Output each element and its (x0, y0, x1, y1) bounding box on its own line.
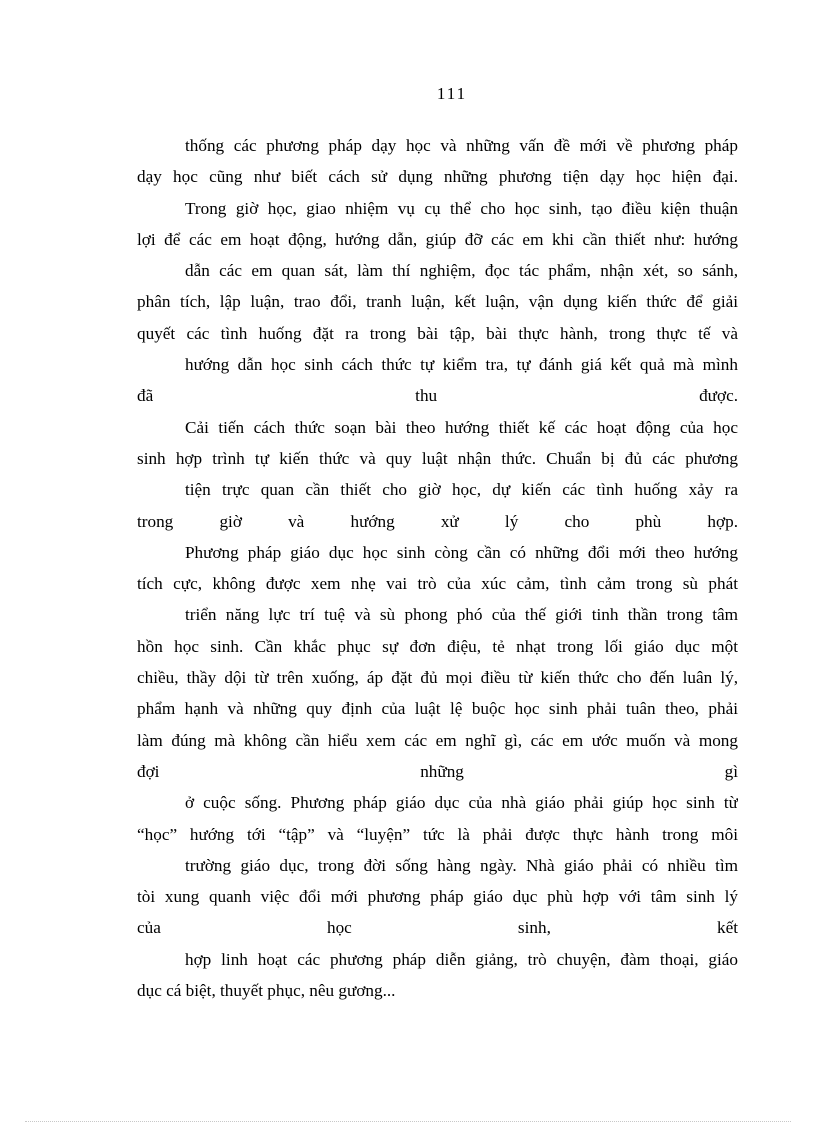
text-line: tòi xung quanh việc đổi mới phương pháp giáo dục phù hợp với tâm sinh lý (137, 887, 738, 907)
text-line: hướng dẫn học sinh cách thức tự kiểm tra, tự đánh giá kết quả mà mình (185, 355, 738, 375)
text-line: Trong giờ học, giao nhiệm vụ cụ thể cho học sinh, tạo điều kiện thuận (185, 198, 738, 218)
text-line: Cải tiến cách thức soạn bài theo hướng thiết kế các hoạt động của học (185, 417, 738, 437)
text-line: trong giờ và hướng xử lý cho phù hợp. (137, 511, 738, 531)
text-line: trường giáo dục, trong đời sống hàng ngày. Nhà giáo phải có nhiều tìm (185, 855, 738, 875)
text-line: lợi để các em hoạt động, hướng dẫn, giúp đỡ các em khi cần thiết như: hướng (137, 229, 738, 249)
text-line: ở cuộc sống. Phương pháp giáo dục của nhà giáo phải giúp học sinh từ (185, 793, 738, 813)
footer-divider (25, 1121, 791, 1122)
text-line: triển năng lực trí tuệ và sù phong phó của thế giới tinh thần trong tâm (185, 605, 738, 625)
text-line: thống các phương pháp dạy học và những vấn đề mới về phương pháp (185, 136, 738, 155)
text-line: đợi những gì (137, 761, 738, 781)
text-line: quyết các tình huống đặt ra trong bài tập, bài thực hành, trong thực tế và (137, 323, 738, 343)
text-line: chiều, thầy dội từ trên xuống, áp đặt đủ mọi điều từ kiến thức cho đến luân lý, (137, 668, 738, 688)
document-body (137, 130, 738, 1006)
text-line: phẩm hạnh và những quy định của luật lệ buộc học sinh phải tuân theo, phải (137, 699, 738, 719)
text-line: phân tích, lập luận, trao đổi, tranh luận, kết luận, vận dụng kiến thức để giải (137, 292, 738, 312)
text-line: hồn học sinh. Cần khắc phục sự đơn điệu, tẻ nhạt trong lối giáo dục một (137, 636, 738, 656)
text-line: đã thu được. (137, 386, 738, 406)
text-line: tích cực, không được xem nhẹ vai trò của xúc cảm, tình cảm trong sù phát (137, 574, 738, 594)
page-number: 111 (436, 84, 468, 103)
text-line: dục cá biệt, thuyết phục, nêu gương... (137, 981, 396, 1001)
text-line: của học sinh, kết (137, 918, 738, 938)
text-line: sinh hợp trình tự kiến thức và quy luật nhận thức. Chuẩn bị đủ các phương (137, 448, 738, 468)
text-line: tiện trực quan cần thiết cho giờ học, dự kiến các tình huống xảy ra (185, 480, 738, 500)
text-line: “học” hướng tới “tập” và “luyện” tức là phải được thực hành trong môi (137, 824, 738, 844)
text-line: dẫn các em quan sát, làm thí nghiệm, đọc tác phẩm, nhận xét, so sánh, (185, 261, 738, 281)
text-line: làm đúng mà không cần hiểu xem các em nghĩ gì, các em ước muốn và mong (137, 730, 738, 750)
text-line: dạy học cũng như biết cách sử dụng những phương tiện dạy học hiện đại. (137, 167, 738, 187)
text-line: hợp linh hoạt các phương pháp diễn giảng, trò chuyện, đàm thoại, giáo (185, 949, 738, 969)
text-line: Phương pháp giáo dục học sinh còng cần có những đổi mới theo hướng (185, 542, 738, 562)
